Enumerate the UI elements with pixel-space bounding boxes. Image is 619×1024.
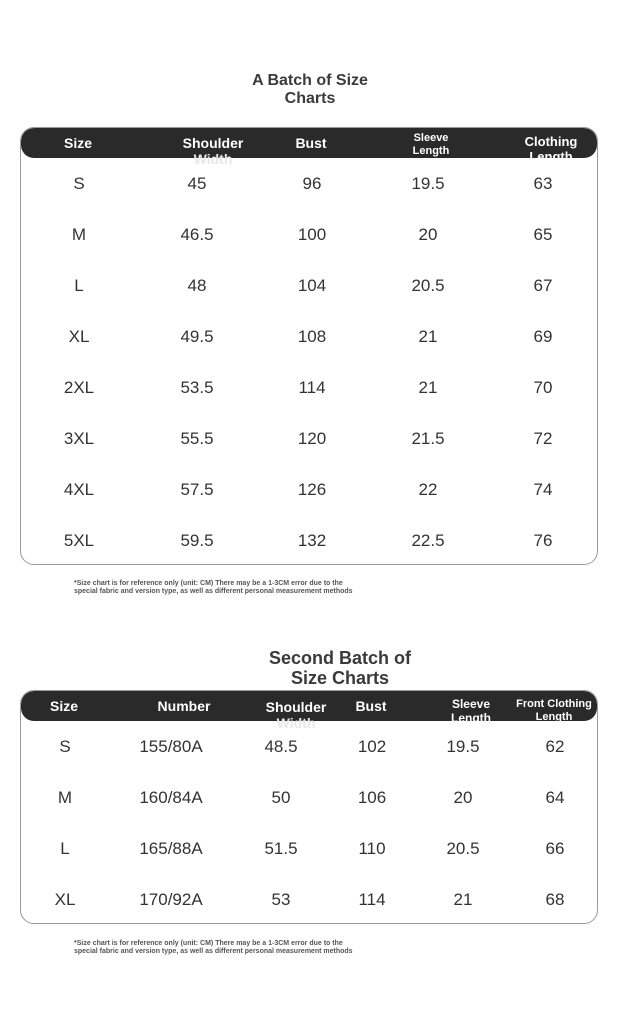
note-line2: special fabric and version type, as well as different personal measurement methods — [74, 588, 353, 595]
table-row — [21, 260, 597, 311]
table-cell: 21 — [418, 326, 438, 346]
size-chart-table-2 — [20, 690, 598, 924]
table-cell: 20.5 — [446, 838, 480, 858]
header-subtext: Length — [535, 711, 573, 723]
header-subtext: Width — [276, 715, 316, 731]
table-cell: 21.5 — [411, 428, 445, 448]
table-cell: 120 — [297, 428, 327, 448]
table-cell: L — [74, 275, 84, 295]
table-cell: 106 — [357, 787, 387, 807]
header-text: Sleeve — [413, 132, 449, 144]
table-row — [21, 515, 597, 565]
table-row — [21, 209, 597, 260]
table-cell: 53.5 — [180, 377, 214, 397]
table2-header-size — [29, 691, 99, 721]
chart1-note — [74, 580, 534, 596]
table-cell: 48 — [187, 275, 207, 295]
table1-header-bust — [276, 128, 346, 158]
table-cell: XL — [54, 889, 76, 909]
table-cell: 64 — [545, 787, 565, 807]
table-row — [21, 413, 597, 464]
table-cell: 63 — [533, 173, 553, 193]
table-cell: 76 — [533, 530, 553, 550]
table-cell: 21 — [453, 889, 473, 909]
header-subtext: Length — [529, 149, 573, 164]
table-row — [21, 823, 597, 874]
table-row — [21, 362, 597, 413]
table-cell: 66 — [545, 838, 565, 858]
table-cell: 20 — [453, 787, 473, 807]
table-row — [21, 311, 597, 362]
table-cell: 4XL — [63, 479, 95, 499]
table1-header-sleeve-length — [391, 130, 471, 160]
table-cell: 19.5 — [411, 173, 445, 193]
header-text: Clothing — [524, 134, 578, 149]
chart1-title-line1: A Batch of Size — [252, 72, 368, 89]
table-cell: 68 — [545, 889, 565, 909]
table-row — [21, 158, 597, 209]
table-cell: 22 — [418, 479, 438, 499]
table-cell: 160/84A — [139, 787, 203, 807]
header-text: Size — [49, 698, 78, 714]
table-cell: 20 — [418, 224, 438, 244]
table2-header-number — [149, 691, 219, 721]
table-cell: 74 — [533, 479, 553, 499]
table-cell: 48.5 — [264, 736, 298, 756]
table-cell: 114 — [358, 889, 386, 909]
table-cell: 53 — [271, 889, 291, 909]
table-cell: 49.5 — [180, 326, 214, 346]
note-line2: special fabric and version type, as well as different personal measurement methods — [74, 948, 353, 955]
table-cell: 126 — [297, 479, 327, 499]
table-cell: 165/88A — [139, 838, 203, 858]
table-cell: 57.5 — [180, 479, 214, 499]
table-cell: 102 — [357, 736, 387, 756]
table1-header-size — [43, 128, 113, 158]
table-cell: 51.5 — [264, 838, 298, 858]
table1-header-bar — [21, 128, 597, 167]
header-text: Size — [63, 135, 92, 151]
table-cell: S — [73, 173, 85, 193]
note-line1: *Size chart is for reference only (unit: CM) There may be a 1-3CM error due to the — [74, 580, 343, 587]
table-cell: 19.5 — [446, 736, 480, 756]
table-cell: 170/92A — [139, 889, 203, 909]
table-cell: M — [71, 224, 87, 244]
table-row — [21, 721, 597, 772]
table-cell: 104 — [297, 275, 327, 295]
table-cell: M — [57, 787, 73, 807]
header-subtext: Length — [451, 711, 491, 725]
header-text: Shoulder — [182, 135, 244, 151]
table-cell: 22.5 — [411, 530, 445, 550]
header-subtext: Width — [193, 151, 233, 167]
chart2-title-line2: Size Charts — [290, 667, 390, 688]
table-cell: 108 — [297, 326, 327, 346]
table-cell: 65 — [533, 224, 553, 244]
table-cell: 114 — [298, 377, 326, 397]
table-cell: 110 — [358, 838, 386, 858]
table-cell: 5XL — [63, 530, 95, 550]
table2-header-bust — [336, 691, 406, 721]
header-subtext: Length — [412, 145, 450, 157]
header-text: Number — [157, 698, 211, 714]
table-cell: 70 — [533, 377, 553, 397]
table-row — [21, 772, 597, 823]
table-cell: 96 — [302, 173, 322, 193]
header-text: Bust — [355, 698, 387, 714]
table-cell: 59.5 — [180, 530, 214, 550]
table-cell: 72 — [533, 428, 553, 448]
table-cell: 67 — [533, 275, 553, 295]
table-cell: 62 — [545, 736, 565, 756]
size-chart-table-1 — [20, 127, 598, 565]
header-text: Front Clothing — [516, 698, 592, 710]
table-cell: 3XL — [63, 428, 95, 448]
table-cell: 45 — [187, 173, 207, 193]
table-cell: S — [59, 736, 71, 756]
table-cell: 46.5 — [180, 224, 214, 244]
table2-header-bar — [21, 691, 597, 731]
table-cell: XL — [68, 326, 90, 346]
chart2-note — [74, 940, 534, 956]
table-cell: L — [60, 838, 70, 858]
header-text: Bust — [295, 135, 327, 151]
table-row — [21, 874, 597, 924]
table-cell: 100 — [297, 224, 327, 244]
chart2-title-line1: Second Batch of — [268, 648, 411, 668]
table-cell: 69 — [533, 326, 553, 346]
chart2-title — [200, 649, 480, 689]
header-text: Shoulder — [265, 699, 327, 715]
header-text: Sleeve — [451, 697, 491, 711]
table-cell: 50 — [271, 787, 291, 807]
table-cell: 55.5 — [180, 428, 214, 448]
table-cell: 132 — [297, 530, 327, 550]
chart1-title — [190, 72, 430, 107]
table-cell: 20.5 — [411, 275, 445, 295]
note-line1: *Size chart is for reference only (unit: CM) There may be a 1-3CM error due to the — [74, 940, 343, 947]
table-cell: 2XL — [63, 377, 95, 397]
table-row — [21, 464, 597, 515]
table-cell: 21 — [418, 377, 438, 397]
table-cell: 155/80A — [139, 736, 203, 756]
chart1-title-line2: Charts — [284, 89, 336, 107]
